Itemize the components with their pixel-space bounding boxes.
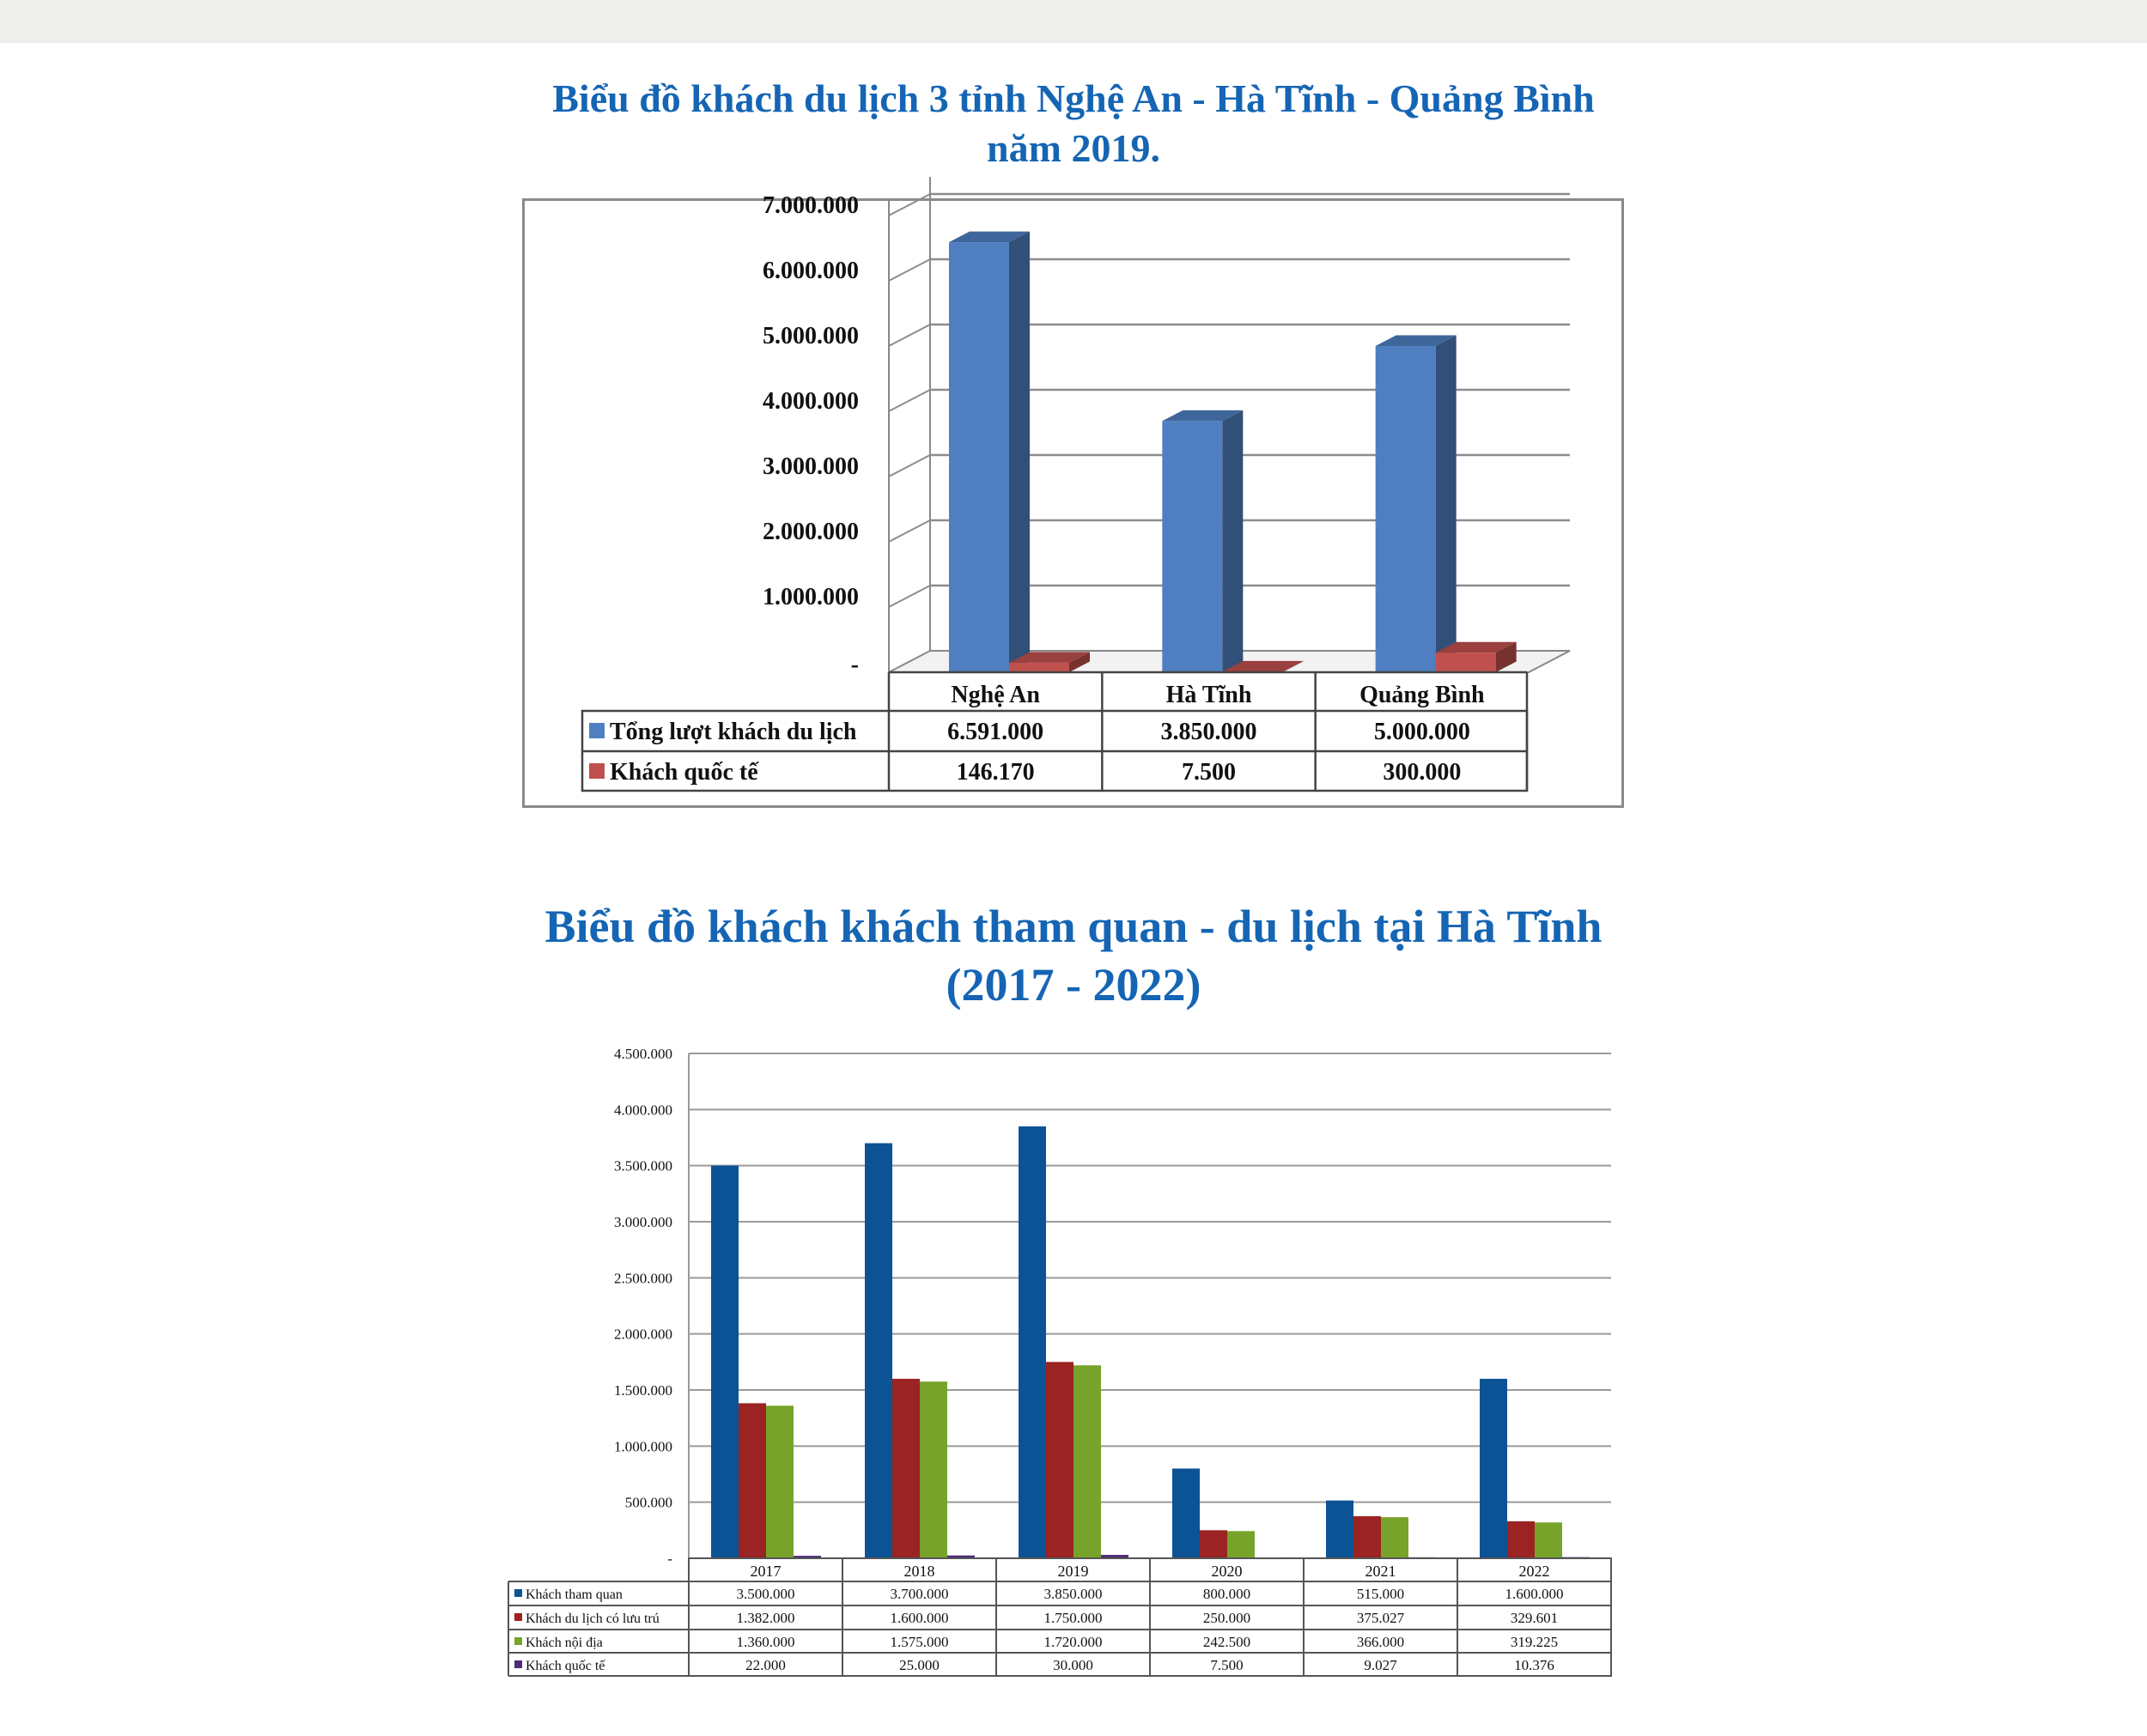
chart2-table-value: 3.850.000 bbox=[1043, 1586, 1103, 1602]
chart2-bar bbox=[1200, 1530, 1227, 1558]
chart2-title-line2: (2017 - 2022) bbox=[946, 959, 1201, 1011]
chart2-ytick-label: 3.500.000 bbox=[614, 1157, 672, 1175]
chart1-ytick-label: 2.000.000 bbox=[763, 519, 859, 545]
chart2-category-label: 2022 bbox=[1518, 1563, 1550, 1580]
chart2-ytick-label: 4.000.000 bbox=[614, 1102, 672, 1119]
chart1-table-value: 146.170 bbox=[956, 759, 1035, 786]
chart1-ytick-label: 6.000.000 bbox=[763, 258, 859, 284]
chart2-bar bbox=[1381, 1517, 1408, 1558]
chart2-bar bbox=[1480, 1379, 1507, 1558]
chart2-ytick-label: 500.000 bbox=[624, 1494, 672, 1511]
chart2-table-value: 7.500 bbox=[1210, 1657, 1244, 1673]
chart2-bar bbox=[1353, 1516, 1381, 1558]
chart2-table-value: 250.000 bbox=[1202, 1610, 1251, 1626]
chart2-table-value: 329.601 bbox=[1510, 1610, 1559, 1626]
chart2-ytick-label: 3.000.000 bbox=[614, 1214, 672, 1230]
chart1-category-label: Hà Tĩnh bbox=[1165, 682, 1252, 708]
chart2-bar bbox=[739, 1403, 766, 1558]
chart2-ytick-label: 1.500.000 bbox=[614, 1382, 672, 1399]
chart1-table-value: 3.850.000 bbox=[1160, 719, 1257, 745]
chart1-ytick-label: 4.000.000 bbox=[763, 388, 859, 415]
chart1-ytick-label: 3.000.000 bbox=[763, 453, 859, 480]
chart2-table-value: 1.600.000 bbox=[1505, 1586, 1564, 1602]
chart2-table-value: 25.000 bbox=[899, 1657, 940, 1673]
chart2-table-value: 3.700.000 bbox=[890, 1586, 949, 1602]
chart2-table-value: 22.000 bbox=[745, 1657, 786, 1673]
chart2-title: Biểu đồ khách khách tham quan - du lịch tại Hà Tĩnh bbox=[544, 901, 1603, 952]
chart1-series-name: Tổng lượt khách du lịch bbox=[610, 719, 857, 745]
chart2-table-value: 1.600.000 bbox=[890, 1610, 949, 1626]
chart2-table-value: 366.000 bbox=[1356, 1634, 1405, 1650]
chart2-bar bbox=[1172, 1468, 1200, 1558]
chart2-table-value: 9.027 bbox=[1364, 1657, 1397, 1673]
chart2-bar bbox=[1074, 1365, 1101, 1558]
chart2-table-value: 1.360.000 bbox=[736, 1634, 795, 1650]
chart2-category-label: 2017 bbox=[750, 1563, 782, 1580]
chart1-ytick-label: - bbox=[850, 652, 859, 678]
chart2-table-value: 242.500 bbox=[1202, 1634, 1251, 1650]
chart2-ytick-label: 4.500.000 bbox=[614, 1046, 672, 1062]
chart2-ytick-label: 1.000.000 bbox=[614, 1438, 672, 1455]
chart2-ytick-label: 2.000.000 bbox=[614, 1326, 672, 1343]
chart1-series-name: Khách quốc tế bbox=[610, 759, 758, 786]
chart2-table-value: 515.000 bbox=[1356, 1586, 1405, 1602]
chart1-ytick-label: 5.000.000 bbox=[763, 323, 859, 349]
chart2-table-value: 3.500.000 bbox=[736, 1586, 795, 1602]
chart2-legend-swatch bbox=[514, 1589, 522, 1597]
chart2-legend-swatch bbox=[514, 1660, 522, 1668]
chart2-bar bbox=[1227, 1531, 1255, 1558]
chart2-bar bbox=[1535, 1522, 1562, 1558]
chart1-table-value: 300.000 bbox=[1383, 759, 1462, 786]
chart2-table-value: 1.575.000 bbox=[890, 1634, 949, 1650]
chart2-series-name: Khách du lịch có lưu trú bbox=[526, 1612, 660, 1626]
chart1-table-value: 6.591.000 bbox=[947, 719, 1044, 745]
chart1-ytick-label: 7.000.000 bbox=[763, 192, 859, 219]
chart2-category-label: 2018 bbox=[903, 1563, 935, 1580]
chart2-table-value: 800.000 bbox=[1202, 1586, 1251, 1602]
chart2-bar bbox=[1046, 1362, 1074, 1558]
chart2-series-name: Khách nội địa bbox=[526, 1636, 603, 1650]
chart2-legend-swatch bbox=[514, 1613, 522, 1621]
chart2-table-value: 1.720.000 bbox=[1043, 1634, 1103, 1650]
chart1-category-label: Nghệ An bbox=[951, 682, 1040, 708]
chart1-table-value: 7.500 bbox=[1182, 759, 1236, 786]
chart2-ytick-label: 2.500.000 bbox=[614, 1270, 672, 1287]
chart1-table-value: 5.000.000 bbox=[1373, 719, 1470, 745]
chart2-series-name: Khách quốc tế bbox=[526, 1659, 605, 1673]
chart1-ytick-label: 1.000.000 bbox=[763, 584, 859, 610]
chart2-table-value: 30.000 bbox=[1053, 1657, 1093, 1673]
chart1-category-label: Quảng Bình bbox=[1359, 682, 1485, 708]
chart1-title-line2: năm 2019. bbox=[987, 126, 1160, 170]
chart2-bar bbox=[1326, 1501, 1353, 1558]
chart2-table-value: 319.225 bbox=[1510, 1634, 1559, 1650]
chart2-ytick-label: - bbox=[667, 1551, 672, 1567]
chart2-category-label: 2019 bbox=[1057, 1563, 1089, 1580]
chart2-table-value: 1.750.000 bbox=[1043, 1610, 1103, 1626]
chart2-legend-swatch bbox=[514, 1637, 522, 1645]
chart2-table-value: 375.027 bbox=[1356, 1610, 1405, 1626]
chart2-table-value: 10.376 bbox=[1514, 1657, 1554, 1673]
chart2-category-label: 2020 bbox=[1211, 1563, 1243, 1580]
chart2-bar bbox=[892, 1379, 920, 1558]
chart1-title: Biểu đồ khách du lịch 3 tỉnh Nghệ An - Hà Tĩnh - Quảng Bình bbox=[552, 76, 1595, 120]
chart2-table-value: 1.382.000 bbox=[736, 1610, 795, 1626]
chart2-bar bbox=[711, 1166, 739, 1558]
chart2-bar bbox=[1019, 1126, 1046, 1558]
chart2-series-name: Khách tham quan bbox=[526, 1587, 623, 1602]
chart2-bar bbox=[920, 1381, 947, 1558]
chart2-category-label: 2021 bbox=[1365, 1563, 1396, 1580]
chart2-bar bbox=[1507, 1521, 1535, 1558]
chart2-bar bbox=[766, 1405, 794, 1558]
chart2-bar bbox=[865, 1144, 892, 1558]
